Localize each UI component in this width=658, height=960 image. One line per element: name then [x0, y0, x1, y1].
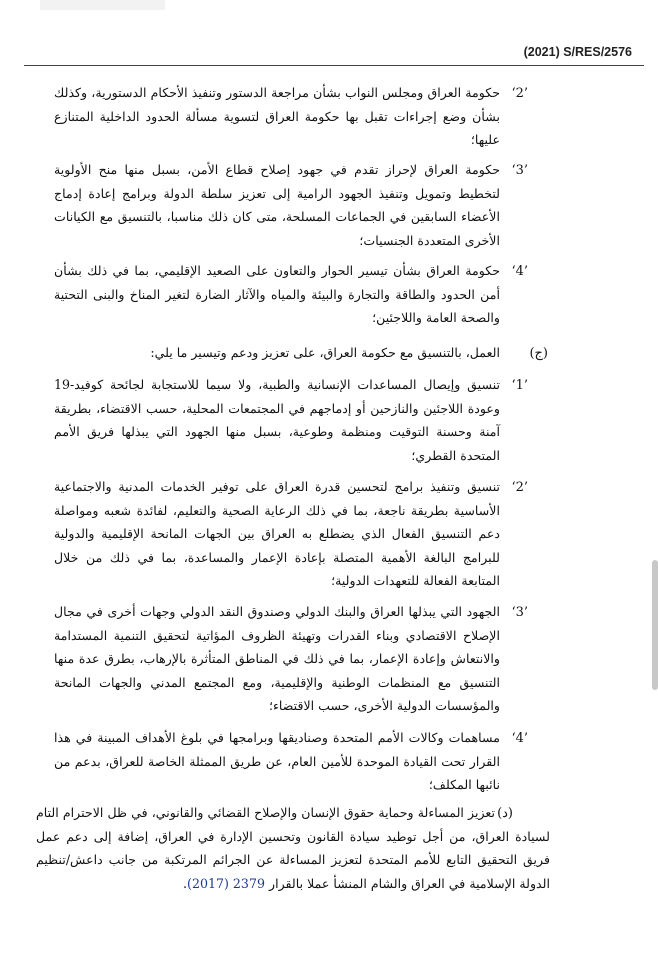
item-number: ‘4’ — [511, 264, 528, 279]
section-marker: (د) — [497, 806, 513, 821]
resolution-link[interactable]: 2379 (2017) — [187, 875, 265, 891]
item-number: ‘3’ — [511, 605, 528, 620]
paragraph-tail: . — [183, 875, 188, 891]
item-number: ‘3’ — [511, 163, 528, 178]
scan-shadow — [40, 0, 165, 10]
document-reference: (2021) S/RES/2576 — [523, 45, 632, 59]
paragraph: تنسيق وتنفيذ برامج لتحسين قدرة العراق على توفير الخدمات المدنية والاجتماعية الأساسية بطريقة ناجعة، بما في ذلك الرعاية الصحية والتعليم، لفائدة شعبه ومواصلة دعم التنسيق الفعال الذي يضطلع به العراق بين الجهات المانحة الإقليمية والدولية للبرامج البالغة الأهمية المتصلة بإعادة الإعمار والمساعدة، بما في ذلك من خلال المتابعة الفعالة للتعهدات الدولية؛ — [54, 479, 500, 589]
paragraph: العمل، بالتنسيق مع حكومة العراق، على تعزيز ودعم وتيسير ما يلي: — [150, 345, 500, 360]
item-number: ‘2’ — [511, 480, 528, 495]
paragraph: مساهمات وكالات الأمم المتحدة وصناديقها وبرامجها في بلوغ الأهداف المبينة في هذا القرار تحت القيادة الموحدة للأمين العام، عن طريق الممثلة الخاصة للعراق، بدعم من نائبها المكلف؛ — [54, 730, 500, 793]
paragraph-text: تعزيز المساءلة وحماية حقوق الإنسان والإصلاح القضائي والقانوني، في ظل الاحترام التام لسيادة العراق، من أجل توطيد سيادة القانون وتحسين الإدارة في العراق، إضافة إلى دعم عمل فريق التحقيق التابع للأمم المتحدة لتعزيز المساءلة عن الجرائم المرتكبة من جانب داعش/تنظيم الدولة الإسلامية في العراق والشام المنشأ عملا بالقرار — [36, 805, 550, 891]
paragraph: حكومة العراق بشأن تيسير الحوار والتعاون على الصعيد الإقليمي، بما في ذلك بشأن أمن الحدود والطاقة والتجارة والبيئة والمياه والآثار الضارة لتغير المناخ والبنى التحتية والصحة العامة واللاجئين؛ — [54, 263, 500, 326]
paragraph — [36, 801, 550, 895]
paragraph: حكومة العراق لإحراز تقدم في جهود إصلاح قطاع الأمن، بسبل منها منح الأولوية لتخطيط وتمويل وتنفيذ الجهود الرامية إلى تعزيز سلطة الدولة وبرامج إعادة إدماج الأعضاء السابقين في الجماعات المسلحة، متى كان ذلك مناسبا، بالتنسيق مع الكيانات الأخرى المتعددة الجنسيات؛ — [54, 162, 500, 248]
scrollbar[interactable] — [652, 560, 658, 690]
section-marker: (ج) — [529, 346, 548, 361]
item-number: ‘1’ — [511, 378, 528, 393]
item-number: ‘4’ — [511, 731, 528, 746]
item-number: ‘2’ — [511, 86, 528, 101]
header-rule — [24, 65, 644, 66]
paragraph: تنسيق وإيصال المساعدات الإنسانية والطبية، ولا سيما للاستجابة لجائحة كوفيد-19 وعودة اللاجئين والنازحين أو إدماجهم في المجتمعات المحلية، حسب الاقتضاء، بطريقة آمنة وحسنة التوقيت ومنظمة وطوعية، بسبل منها الجهود التي يبذلها فريق الأمم المتحدة القطري؛ — [54, 377, 500, 463]
paragraph: الجهود التي يبذلها العراق والبنك الدولي وصندوق النقد الدولي وجهات أخرى في مجال الإصلاح الاقتصادي وبناء القدرات وتهيئة الظروف المؤاتية لتحقيق التنمية المستدامة والانتعاش وإعادة الإعمار، بما في ذلك في المناطق المتأثرة بالإرهاب، بطرق عدة منها التنسيق مع المنظمات الوطنية والإقليمية، ومع المجتمع المدني والجهات المانحة والمؤسسات الدولية الأخرى، حسب الاقتضاء؛ — [54, 604, 500, 714]
paragraph: حكومة العراق ومجلس النواب بشأن مراجعة الدستور وتنفيذ الأحكام الدستورية، وكذلك بشأن وضع إجراءات تقبل بها حكومة العراق لتسوية مسألة الحدود الداخلية المتنازع عليها؛ — [54, 85, 500, 148]
